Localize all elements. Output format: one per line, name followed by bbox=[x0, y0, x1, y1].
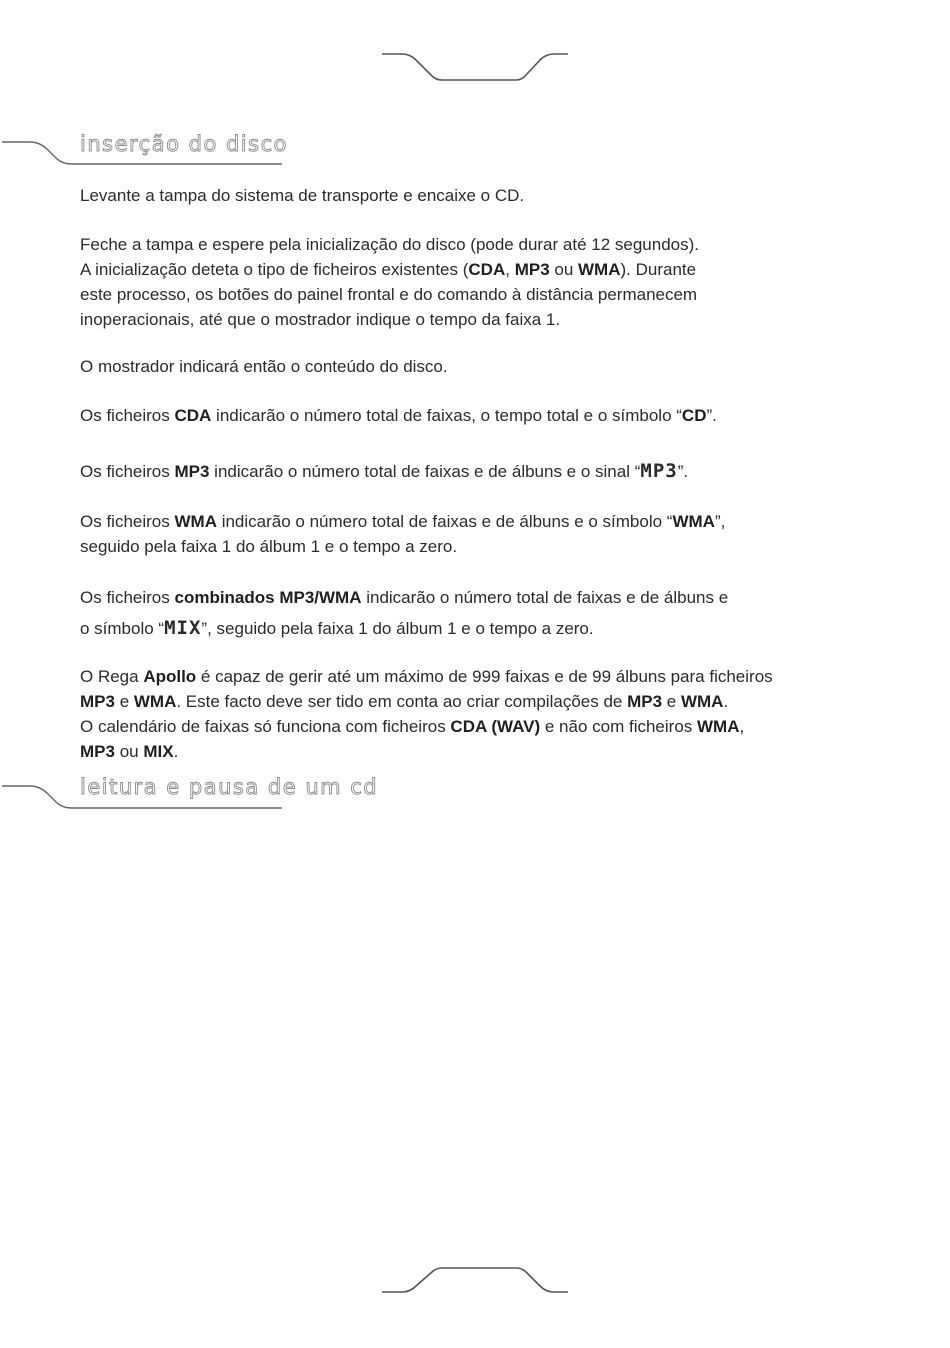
paragraph-cda-files: Os ficheiros CDA indicarão o número total de faixas, o tempo total e o símbolo “CD”. bbox=[80, 406, 717, 425]
paragraph-capacity: O Rega Apollo é capaz de gerir até um máximo de 999 faixas e de 99 álbuns para ficheiros MP3 e WMA. Este facto deve ser tido em conta ao criar compilações de MP3 e WMA. O calendário de faixas só funciona com ficheiros CDA (WAV) e não com ficheiros WMA, MP3 ou MIX. bbox=[80, 667, 773, 761]
paragraph-wma-files: Os ficheiros WMA indicarão o número total de faixas e de álbuns e o símbolo “WMA”, seguido pela faixa 1 do álbum 1 e o tempo a zero. bbox=[80, 512, 726, 556]
section-title: inserção do disco bbox=[80, 132, 288, 156]
bottom-tab-ornament bbox=[380, 1262, 572, 1298]
lcd-mix-symbol: MIX bbox=[164, 617, 202, 639]
section-title: leitura e pausa de um cd bbox=[80, 775, 379, 799]
top-tab-ornament bbox=[380, 48, 572, 84]
paragraph-display-content: O mostrador indicará então o conteúdo do disco. bbox=[80, 357, 448, 376]
lcd-mp3-symbol: MP3 bbox=[640, 460, 678, 482]
paragraph-combined-files: Os ficheiros combinados MP3/WMA indicarão o número total de faixas e de álbuns e o símbolo “MIX”, seguido pela faixa 1 do álbum 1 e o tempo a zero. bbox=[80, 588, 729, 639]
paragraph-initialization: Feche a tampa e espere pela inicialização do disco (pode durar até 12 segundos). A inicialização deteta o tipo de ficheiros existentes (CDA, MP3 ou WMA). Durante este processo, os botões do painel frontal e do comando à distância permanecem inoperacionais, até que o mostrador indique o tempo da faixa 1. bbox=[80, 235, 699, 329]
paragraph-insert-cd: Levante a tampa do sistema de transporte e encaixe o CD. bbox=[80, 186, 525, 205]
paragraph-mp3-files: Os ficheiros MP3 indicarão o número total de faixas e de álbuns e o sinal “MP3”. bbox=[80, 460, 689, 482]
